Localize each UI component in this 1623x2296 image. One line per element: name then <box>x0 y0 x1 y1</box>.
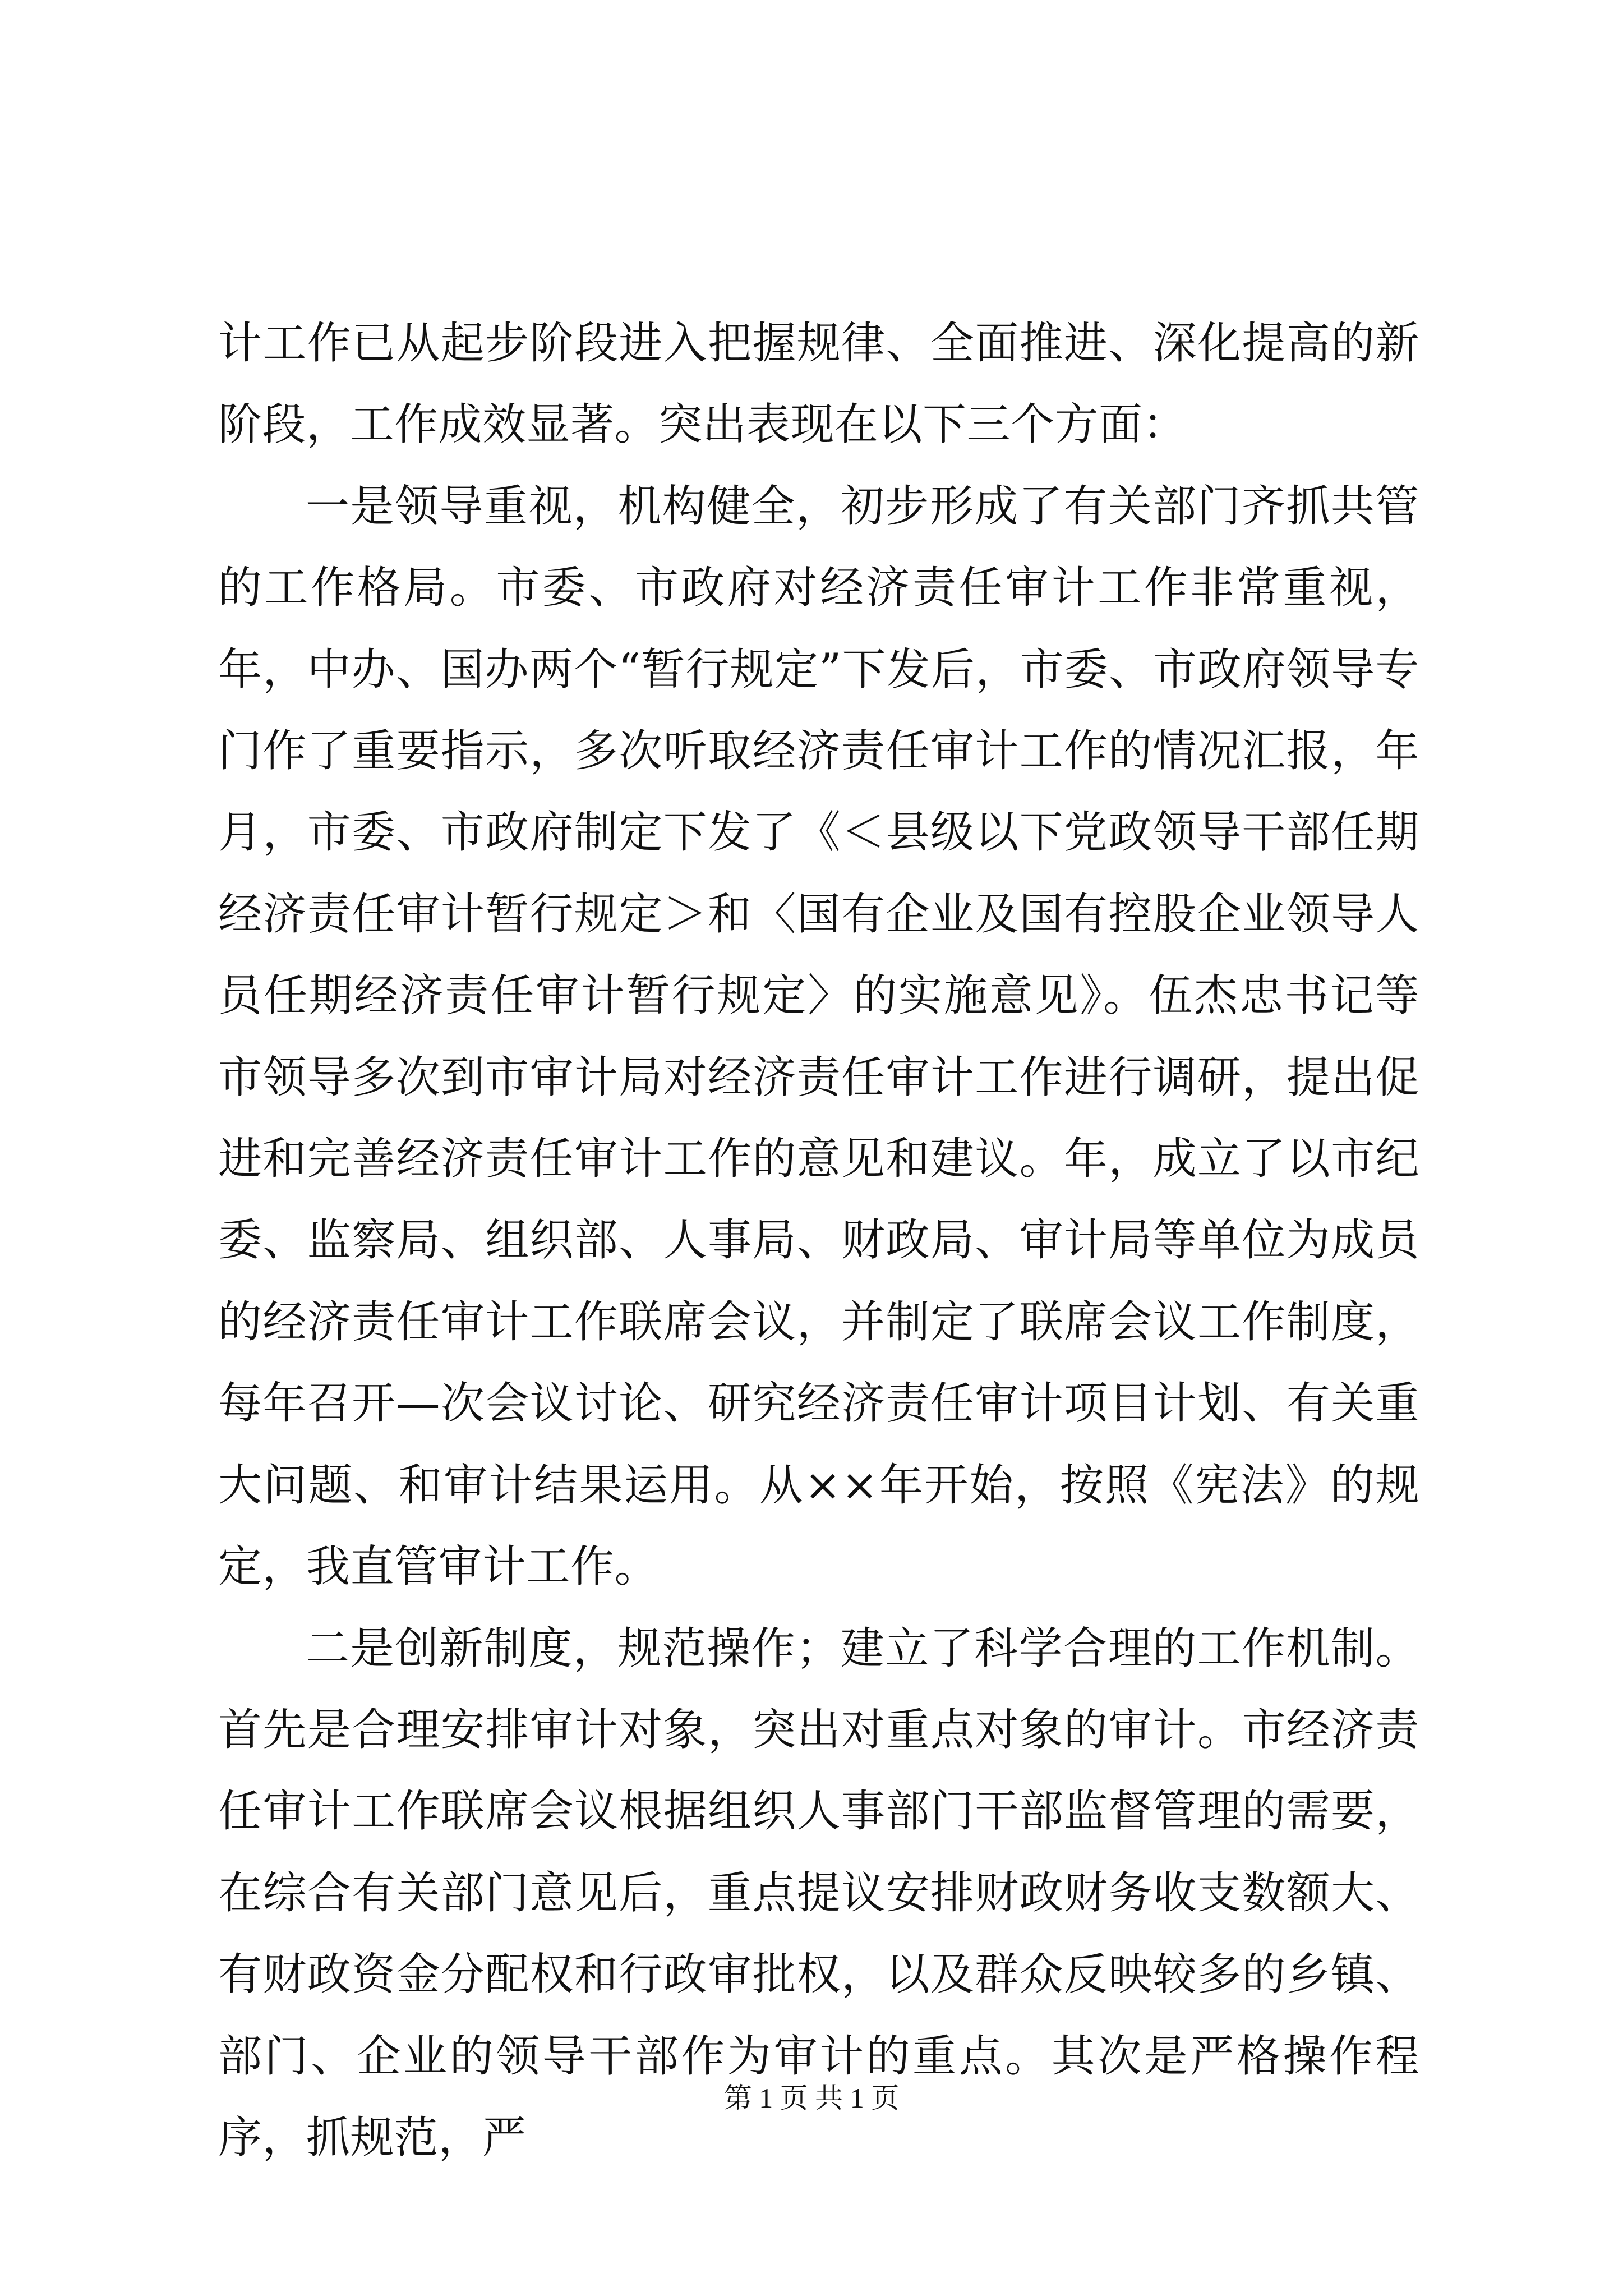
paragraph-innovation: 二是创新制度，规范操作；建立了科学合理的工作机制。首先是合理安排审计对象，突出对重点对象的审计。市经济责任审计工作联席会议根据组织人事部门干部监督管理的需要，在综合有关部门意见后，重点提议安排财政财务收支数额大、有财政资金分配权和行政审批权，以及群众反映较多的乡镇、部门、企业的领导干部作为审计的重点。其次是严格操作程序，抓规范，严 <box>218 1623 1419 2163</box>
document-body <box>218 303 1419 2179</box>
paragraph-leadership: 一是领导重视，机构健全，初步形成了有关部门齐抓共管的工作格局。市委、市政府对经济责任审计工作非常重视，年，中办、国办两个“暂行规定”下发后，市委、市政府领导专门作了重要指示，多次听取经济责任审计工作的情况汇报，年月，市委、市政府制定下发了《＜县级以下党政领导干部任期经济责任审计暂行规定＞和〈国有企业及国有控股企业领导人员任期经济责任审计暂行规定〉的实施意见》。伍杰忠书记等市领导多次到市审计局对经济责任审计工作进行调研，提出促进和完善经济责任审计工作的意见和建议。年，成立了以市纪委、监察局、组织部、人事局、财政局、审计局等单位为成员的经济责任审计工作联席会议，并制定了联席会议工作制度，每年召开—次会议讨论、研究经济责任审计项目计划、有关重大问题、和审计结果运用。从××年开始，按照《宪法》的规定，我直管审计工作。 <box>218 481 1419 1593</box>
page-footer: 第 1 页 共 1 页 <box>723 2082 900 2114</box>
paragraph-continuation: 计工作已从起步阶段进入把握规律、全面推进、深化提高的新阶段，工作成效显著。突出表现在以下三个方面： <box>218 318 1419 450</box>
